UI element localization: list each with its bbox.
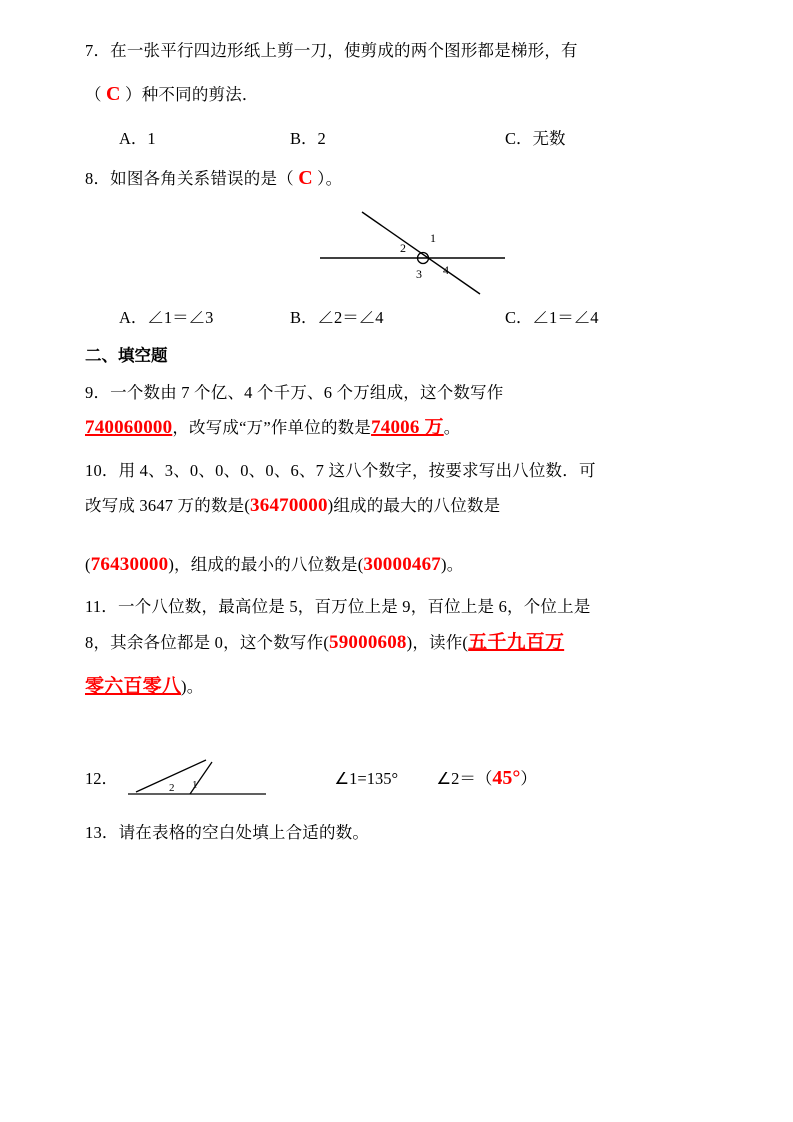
svg-text:2: 2 bbox=[400, 240, 406, 255]
question-11-part3-post: )。 bbox=[181, 677, 204, 696]
section-2-title: 二、填空题 bbox=[85, 345, 168, 365]
svg-text:3: 3 bbox=[416, 266, 422, 281]
question-12-row bbox=[85, 758, 710, 802]
page-content bbox=[85, 38, 710, 861]
svg-text:4: 4 bbox=[443, 262, 449, 277]
svg-text:1: 1 bbox=[192, 779, 198, 792]
question-10-answer-2: 76430000 bbox=[90, 553, 169, 575]
question-7-choices bbox=[85, 125, 710, 149]
question-10-part3-post: )。 bbox=[441, 554, 464, 574]
question-7-text: 在一张平行四边形纸上剪一刀，使剪成的两个图形都是梯形，有 bbox=[110, 41, 578, 60]
question-8-choice-b: B．∠2＝∠4 bbox=[290, 307, 384, 327]
question-9-line2 bbox=[85, 413, 710, 442]
question-7-choice-c: C．无数 bbox=[505, 128, 566, 148]
svg-text:2: 2 bbox=[169, 782, 175, 795]
question-7-paren-open: （ bbox=[85, 84, 102, 104]
question-7-tail: ）种不同的剪法． bbox=[125, 84, 259, 104]
question-12-ask: ∠2＝（ bbox=[436, 769, 493, 789]
question-9-line1 bbox=[85, 380, 710, 406]
question-10-part2-pre: 改写成 3647 万的数是( bbox=[85, 496, 251, 516]
question-11-text: 一个八位数，最高位是 5，百万位上是 9，百位上是 6，个位上是 bbox=[118, 597, 591, 616]
question-8-choice-c: C．∠1＝∠4 bbox=[505, 307, 599, 327]
question-11-answer-2: 五千九百万 bbox=[468, 631, 565, 653]
question-9-answer-2: 74006 万 bbox=[371, 417, 444, 439]
question-7-line2 bbox=[85, 79, 710, 110]
svg-text:1: 1 bbox=[430, 230, 436, 245]
question-10-answer-1: 36470000 bbox=[250, 495, 328, 517]
question-13-text: 请在表格的空白处填上合适的数。 bbox=[118, 823, 370, 843]
question-8-choices bbox=[85, 304, 710, 328]
question-12-answer: 45° bbox=[492, 767, 521, 790]
question-7-number: 7． bbox=[85, 41, 111, 60]
question-7-choice-b: B．2 bbox=[290, 128, 326, 148]
question-12-end: ） bbox=[520, 769, 537, 789]
question-11-line1 bbox=[85, 594, 710, 620]
question-12-given: ∠1=135° bbox=[334, 769, 399, 789]
question-11-number: 11． bbox=[85, 597, 118, 616]
question-11-part2-mid: )，读作( bbox=[406, 632, 469, 652]
question-10-part2-post: )组成的最大的八位数是 bbox=[327, 496, 501, 516]
question-10-line2 bbox=[85, 491, 710, 520]
question-9-mid: ，改写成“万”作单位的数是 bbox=[172, 418, 372, 438]
intersecting-lines-diagram bbox=[320, 202, 520, 298]
question-11-part2-pre: 8，其余各位都是 0，这个数写作( bbox=[85, 632, 330, 652]
question-9-text: 一个数由 7 个亿、4 个千万、6 个万组成，这个数写作 bbox=[110, 382, 504, 402]
question-7-line1 bbox=[85, 38, 710, 64]
question-9-end: 。 bbox=[443, 418, 461, 438]
question-7-choice-a: A．1 bbox=[119, 128, 156, 148]
question-11-answer-2-cont: 零六百零八 bbox=[85, 676, 182, 697]
question-10-answer-3: 30000467 bbox=[363, 553, 442, 575]
question-8-tail: ）。 bbox=[317, 168, 343, 188]
question-8-number: 8． bbox=[85, 168, 111, 188]
question-8-choice-a: A．∠1＝∠3 bbox=[119, 307, 214, 327]
question-11-answer-1: 59000608 bbox=[329, 631, 407, 653]
question-8-figure-wrapper bbox=[85, 202, 710, 298]
question-10-part3-pre: ( bbox=[85, 554, 91, 574]
question-10-line3 bbox=[85, 550, 710, 579]
question-13-number: 13． bbox=[85, 823, 119, 843]
question-8-line1 bbox=[85, 163, 710, 194]
question-12-number: 12． bbox=[85, 769, 118, 789]
question-10-number: 10． bbox=[85, 460, 119, 480]
question-10-text: 用 4、3、0、0、0、0、6、7 这八个数字，按要求写出八位数．可 bbox=[118, 460, 596, 480]
question-11-line3 bbox=[85, 672, 710, 701]
question-10-line1 bbox=[85, 458, 710, 484]
question-11-line2 bbox=[85, 628, 710, 657]
angle-pair-diagram bbox=[126, 758, 276, 802]
question-7-answer: C bbox=[106, 82, 121, 105]
question-9-answer-1: 740060000 bbox=[85, 417, 173, 439]
question-13-line bbox=[85, 820, 710, 846]
question-8-text: 如图各角关系错误的是（ bbox=[110, 168, 294, 188]
question-10-part3-mid: )，组成的最小的八位数是( bbox=[168, 554, 364, 574]
question-8-answer: C bbox=[298, 166, 313, 189]
question-9-number: 9． bbox=[85, 382, 111, 402]
